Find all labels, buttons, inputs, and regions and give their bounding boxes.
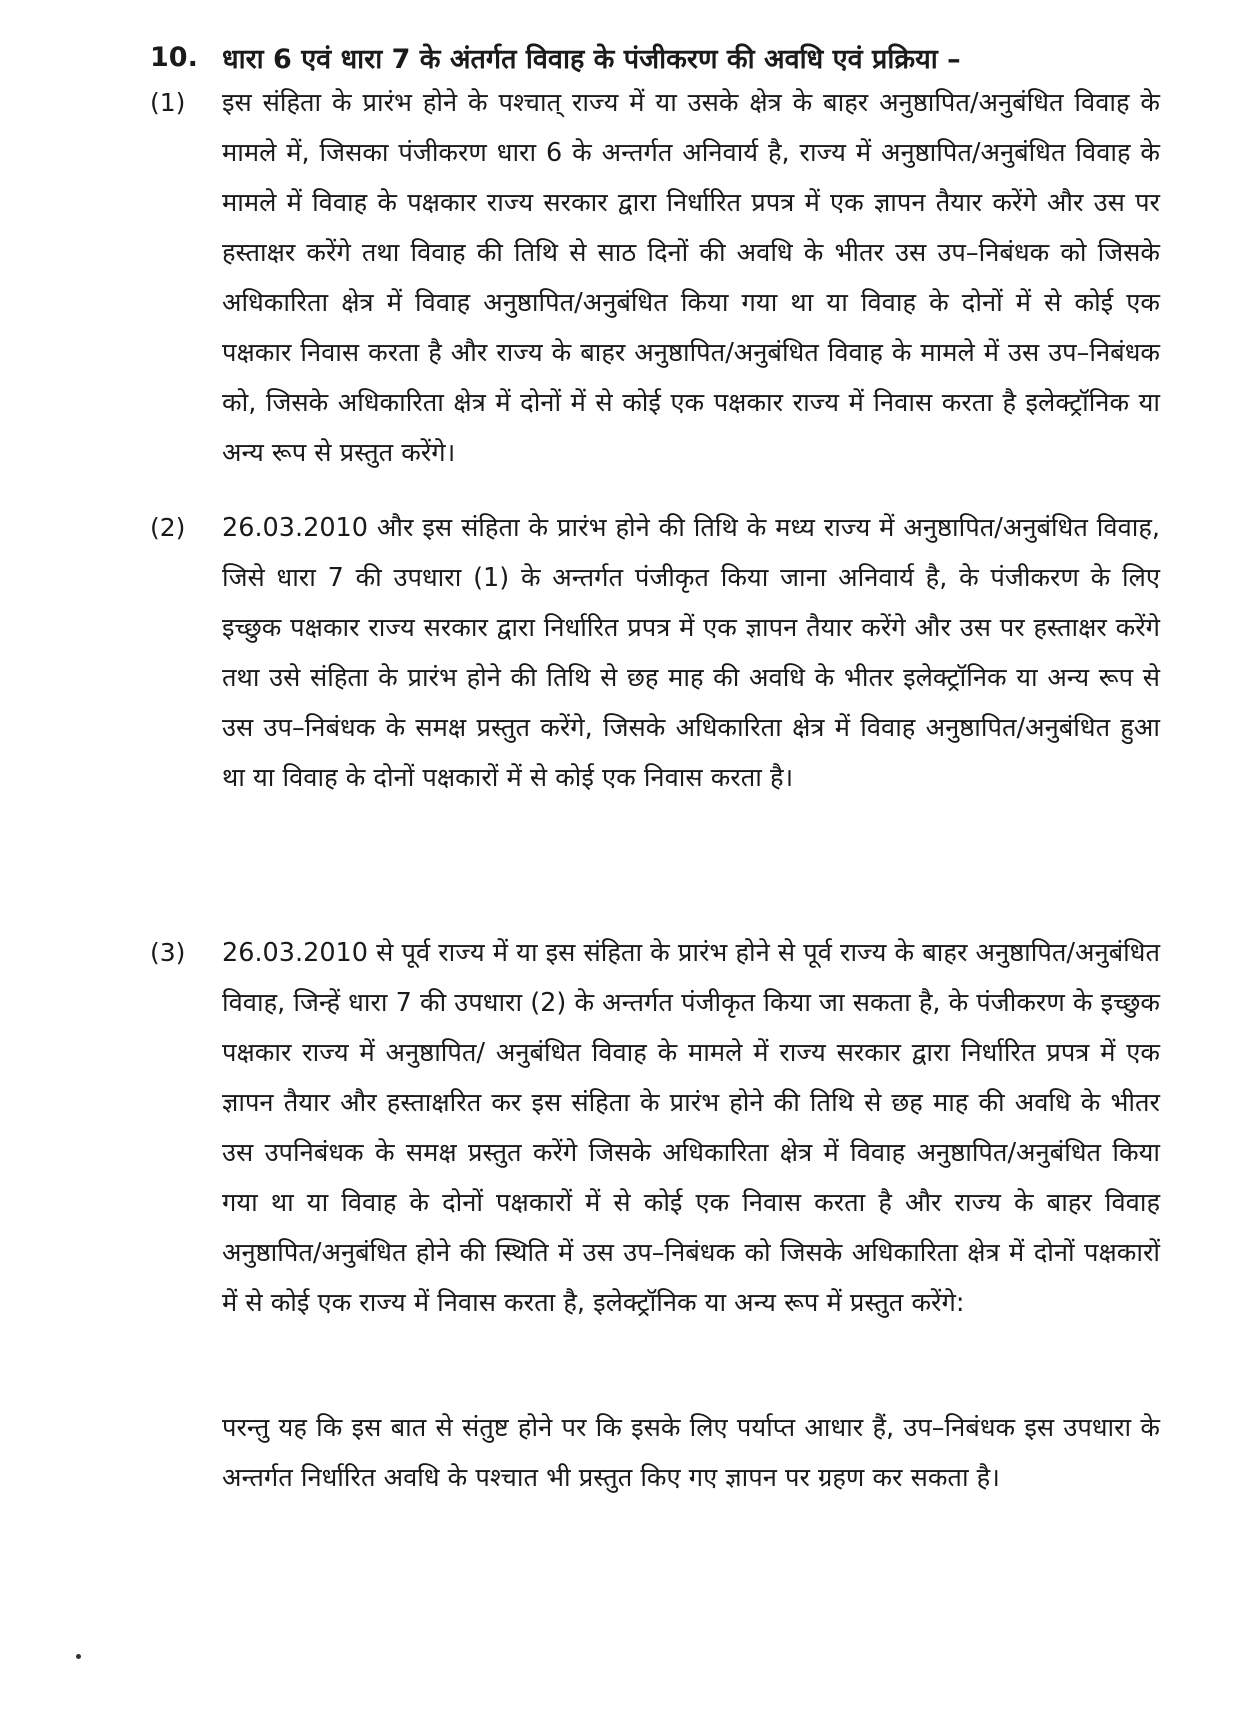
clause-marker: (1) bbox=[150, 88, 186, 117]
proviso-text: परन्तु यह कि इस बात से संतुष्ट होने पर कि इसके लिए पर्याप्त आधार हैं, उप–निबंधक इस उपधारा के अन्तर्गत निर्धारित अवधि के पश्चात भी प्रस्तुत किए गए ज्ञापन पर ग्रहण कर सकता है। bbox=[222, 1413, 1160, 1493]
section-number: 10. bbox=[150, 41, 198, 73]
clause-marker: (3) bbox=[150, 938, 186, 967]
clause-text: 26.03.2010 और इस संहिता के प्रारंभ होने की तिथि के मध्य राज्य में अनुष्ठापित/अनुबंधित विवाह, जिसे धारा 7 की उपधारा (1) के अन्तर्गत पंजीकृत किया जाना अनिवार्य है, के पंजीकरण के लिए इच्छुक पक्षकार राज्य सरकार द्वारा निर्धारित प्रपत्र में एक ज्ञापन तैयार करेंगे और उस पर हस्ताक्षर करेंगे तथा उसे संहिता के प्रारंभ होने की तिथि से छह माह की अवधि के भीतर इलेक्ट्रॉनिक या अन्य रूप से उस उप–निबंधक के समक्ष प्रस्तुत करेंगे, जिसके अधिकारिता क्षेत्र में विवाह अनुष्ठापित/अनुबंधित हुआ था या विवाह के दोनों पक्षकारों में से कोई एक निवास करता है। bbox=[222, 513, 1160, 793]
clause-text: 26.03.2010 से पूर्व राज्य में या इस संहिता के प्रारंभ होने से पूर्व राज्य के बाहर अनुष्ठापित/अनुबंधित विवाह, जिन्हें धारा 7 की उपधारा (2) के अन्तर्गत पंजीकृत किया जा सकता है, के पंजीकरण के इच्छुक पक्षकार राज्य में अनुष्ठापित/ अनुबंधित विवाह के मामले में राज्य सरकार द्वारा निर्धारित प्रपत्र में एक ज्ञापन तैयार और हस्ताक्षरित कर इस संहिता के प्रारंभ होने की तिथि से छह माह की अवधि के भीतर उस उपनिबंधक के समक्ष प्रस्तुत करेंगे जिसके अधिकारिता क्षेत्र में विवाह अनुष्ठापित/अनुबंधित किया गया था या विवाह के दोनों पक्षकारों में से कोई एक निवास करता है और राज्य के बाहर विवाह अनुष्ठापित/अनुबंधित होने की स्थिति में उस उप–निबंधक को जिसके अधिकारिता क्षेत्र में दोनों पक्षकारों में से कोई एक राज्य में निवास करता है, इलेक्ट्रॉनिक या अन्य रूप में प्रस्तुत करेंगे: bbox=[222, 938, 1160, 1318]
section-title: धारा 6 एवं धारा 7 के अंतर्गत विवाह के पंजीकरण की अवधि एवं प्रक्रिया – bbox=[222, 43, 961, 75]
section-heading bbox=[150, 34, 1150, 80]
scan-speck bbox=[76, 1654, 81, 1659]
clause-text: इस संहिता के प्रारंभ होने के पश्चात् राज्य में या उसके क्षेत्र के बाहर अनुष्ठापित/अनुबंधित विवाह के मामले में, जिसका पंजीकरण धारा 6 के अन्तर्गत अनिवार्य है, राज्य में अनुष्ठापित/अनुबंधित विवाह के मामले में विवाह के पक्षकार राज्य सरकार द्वारा निर्धारित प्रपत्र में एक ज्ञापन तैयार करेंगे और उस पर हस्ताक्षर करेंगे तथा विवाह की तिथि से साठ दिनों की अवधि के भीतर उस उप–निबंधक को जिसके अधिकारिता क्षेत्र में विवाह अनुष्ठापित/अनुबंधित किया गया था या विवाह के दोनों में से कोई एक पक्षकार निवास करता है और राज्य के बाहर अनुष्ठापित/अनुबंधित विवाह के मामले में उस उप–निबंधक को, जिसके अधिकारिता क्षेत्र में दोनों में से कोई एक पक्षकार राज्य में निवास करता है इलेक्ट्रॉनिक या अन्य रूप से प्रस्तुत करेंगे। bbox=[222, 88, 1160, 468]
clause-marker: (2) bbox=[150, 513, 186, 542]
